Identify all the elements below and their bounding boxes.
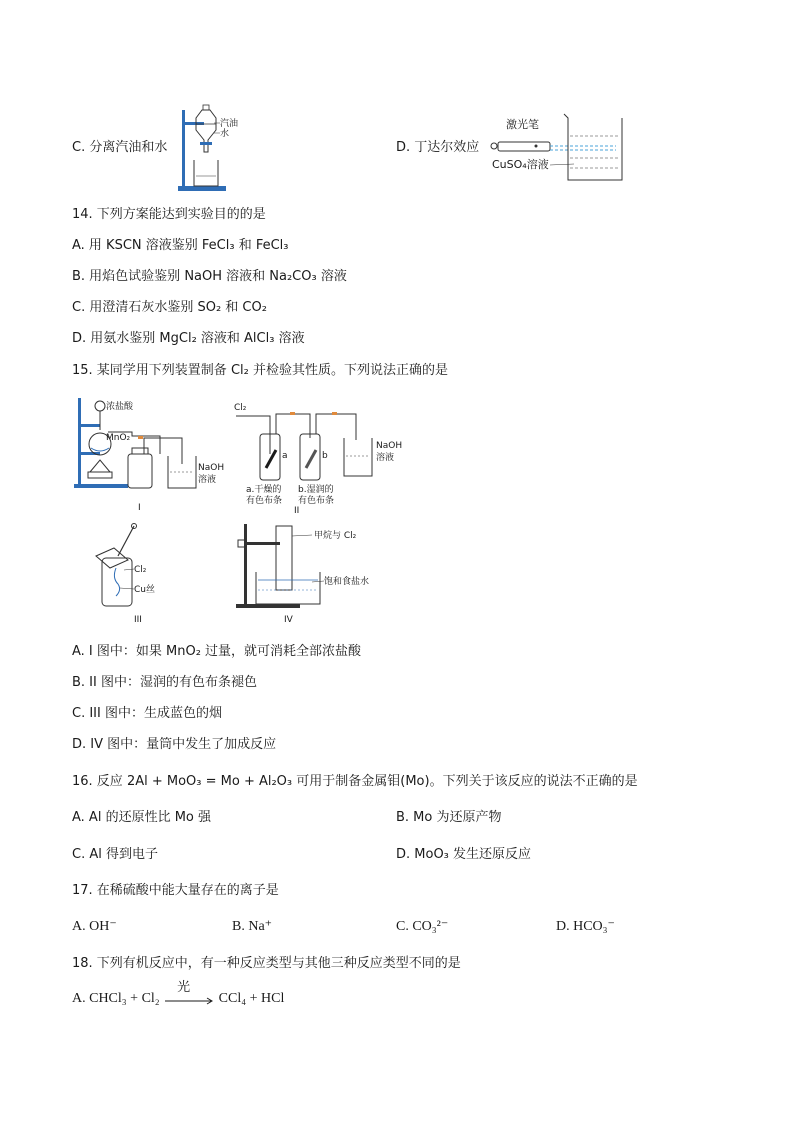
q14-stem: 14. 下列方案能达到实验目的的是: [72, 207, 266, 222]
reaction-arrow-icon: [163, 979, 215, 1007]
label-laser-pen: 激光笔: [506, 118, 539, 131]
apparatus-figure-4: [232, 520, 392, 628]
q17-stem: 17. 在稀硫酸中能大量存在的离子是: [72, 883, 279, 898]
figure-2-caption: II: [294, 506, 300, 516]
q16-option-a: A. Al 的还原性比 Mo 强: [72, 810, 212, 825]
q16-option-c: C. Al 得到电子: [72, 847, 158, 862]
label-naoh-2: NaOH: [376, 441, 403, 451]
label-saturated-brine: 饱和食盐水: [324, 577, 370, 587]
label-water: 水: [220, 129, 230, 139]
apparatus-figure-2: [232, 398, 412, 516]
label-mno2: MnO₂: [106, 433, 131, 443]
q15-option-d: D. IV 图中：量筒中发生了加成反应: [72, 737, 277, 752]
q14-option-c: C. 用澄清石灰水鉴别 SO₂ 和 CO₂: [72, 300, 267, 315]
label-solution-1: 溶液: [198, 475, 217, 485]
label-b-cloth: 有色布条: [298, 496, 335, 506]
q17-option-c: C. CO₃²⁻: [396, 919, 449, 934]
label-cl2-in: Cl₂: [234, 403, 247, 413]
label-a-cloth: 有色布条: [246, 496, 283, 506]
q18-option-a: [72, 979, 285, 1008]
label-bottle-a: a: [282, 451, 288, 461]
q15-option-b: B. II 图中：湿润的有色布条褪色: [72, 675, 257, 690]
figure-1-caption: I: [138, 503, 141, 513]
label-methane-cl2: 甲烷与 Cl₂: [314, 531, 357, 541]
label-bottle-b: b: [322, 451, 328, 461]
label-cl2-jar: Cl₂: [134, 565, 147, 575]
q13-option-c: C. 分离汽油和水: [72, 140, 168, 155]
label-cuso4-solution: CuSO₄溶液: [492, 158, 549, 171]
q14-option-d: D. 用氨水鉴别 MgCl₂ 溶液和 AlCl₃ 溶液: [72, 331, 305, 346]
q18-stem: 18. 下列有机反应中，有一种反应类型与其他三种反应类型不同的是: [72, 956, 461, 971]
q16-option-d: D. MoO₃ 发生还原反应: [396, 847, 532, 862]
apparatus-figure-3: [88, 520, 178, 628]
figure-3-caption: III: [134, 615, 142, 625]
q16-option-b: B. Mo 为还原产物: [396, 810, 502, 825]
q13-option-d: D. 丁达尔效应: [396, 140, 480, 155]
q15-option-a: A. I 图中：如果 MnO₂ 过量，就可消耗全部浓盐酸: [72, 644, 362, 659]
q14-option-a: A. 用 KSCN 溶液鉴别 FeCl₃ 和 FeCl₃: [72, 238, 289, 253]
q17-option-a: A. OH⁻: [72, 919, 117, 934]
apparatus-figure-1: [72, 392, 232, 514]
q17-option-b: B. Na⁺: [232, 919, 273, 934]
q18-a-reactants: A. CHCl₃ + Cl₂: [72, 991, 160, 1006]
label-gasoline: 汽油: [220, 119, 239, 129]
tyndall-effect-figure: [488, 108, 628, 188]
label-naoh-1: NaOH: [198, 463, 225, 473]
q16-stem: 16. 反应 2Al + MoO₃ = Mo + Al₂O₃ 可用于制备金属钼(Mo)。下列关于该反应的说法不正确的是: [72, 774, 638, 789]
figure-4-caption: IV: [284, 615, 293, 625]
q18-a-products: CCl₄ + HCl: [218, 991, 285, 1006]
q18-a-condition: 光: [177, 979, 191, 995]
q15-option-c: C. III 图中：生成蓝色的烟: [72, 706, 222, 721]
q15-stem: 15. 某同学用下列装置制备 Cl₂ 并检验其性质。下列说法正确的是: [72, 363, 448, 378]
label-cu-wire: Cu丝: [134, 585, 155, 595]
q14-option-b: B. 用焰色试验鉴别 NaOH 溶液和 Na₂CO₃ 溶液: [72, 269, 347, 284]
q17-option-d: D. HCO₃⁻: [556, 919, 615, 934]
separatory-funnel-figure: [176, 98, 246, 194]
label-a-dry: a.干燥的: [246, 485, 282, 495]
label-conc-hcl: 浓盐酸: [106, 402, 134, 412]
label-b-wet: b.湿润的: [298, 485, 334, 495]
label-solution-2: 溶液: [376, 453, 395, 463]
